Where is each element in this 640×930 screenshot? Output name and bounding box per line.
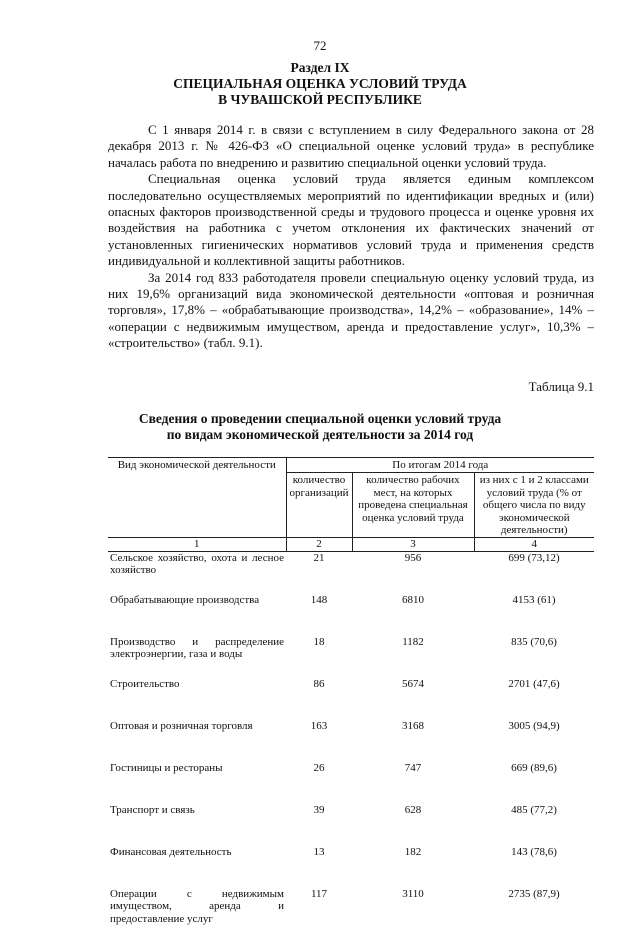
stats-table [108,457,594,930]
cell-workplaces: 628 [404,803,422,816]
cell-workplaces: 3168 [402,719,424,732]
table-row [108,846,594,888]
table-row [108,594,594,636]
header-workplaces: количество рабочих мест, на которых проведена специальная оценка условий труда [352,473,474,538]
cell-orgs: 18 [313,635,325,648]
cell-activity: Финансовая деятельность [110,845,232,858]
section-title-line2: В ЧУВАШСКОЙ РЕСПУБЛИКЕ [218,92,422,107]
cell-orgs: 13 [313,845,325,858]
table-title-line1: Сведения о проведении специальной оценки условий труда [138,411,502,426]
column-number: 1 [108,538,286,551]
cell-orgs: 117 [310,887,328,900]
cell-class12: 2735 (87,9) [508,887,560,900]
cell-class12: 143 (78,6) [511,845,557,858]
header-class12: из них с 1 и 2 классами условий труда (% от общего числа по виду экономической деятельности) [479,474,589,537]
cell-workplaces: 3110 [402,887,424,900]
column-number: 2 [286,538,352,551]
paragraph: За 2014 год 833 работодателя провели специальную оценку условий труда, из них 19,6% организаций вида экономической деятельности «оптовая и розничная торговля», 17,8% – «обрабатывающие производства», 14,2% – «образование», 14% – «операции с недвижимым имуществом, аренда и предоставление услуг», 10,3% – «строительство» (табл. 9.1). [108,269,594,351]
cell-orgs: 148 [310,593,328,606]
cell-class12: 4153 (61) [512,593,556,606]
cell-activity: Оптовая и розничная торговля [110,719,253,732]
cell-activity: Обрабатывающие производства [110,593,260,606]
cell-activity: Транспорт и связь [110,803,195,816]
column-number-row [108,538,594,551]
header-activity: Вид экономической деятельности [108,458,286,538]
cell-activity: Строительство [110,677,180,690]
cell-class12: 485 (77,2) [511,803,557,816]
cell-activity: Операции с недвижимым имуществом, аренда и предоставление услуг [110,887,284,925]
table-label: Таблица 9.1 [528,379,594,394]
cell-class12: 2701 (47,6) [508,677,560,690]
cell-workplaces: 1182 [402,635,424,648]
cell-class12: 3005 (94,9) [508,719,560,732]
cell-class12: 669 (89,6) [511,761,557,774]
column-number: 3 [352,538,474,551]
table-row [108,720,594,762]
cell-workplaces: 956 [404,551,422,564]
table-row [108,888,594,930]
table-row [108,678,594,720]
page-number: 72 [313,38,327,53]
cell-workplaces: 747 [404,761,422,774]
cell-orgs: 86 [313,677,325,690]
cell-activity: Гостиницы и рестораны [110,761,223,774]
table-row [108,551,594,594]
table-title [0,411,640,443]
cell-orgs: 39 [313,803,325,816]
cell-class12: 835 (70,6) [511,635,557,648]
table-row [108,762,594,804]
cell-activity: Производство и распределение электроэнергии, газа и воды [110,635,284,661]
header-orgs: количество организаций [286,473,352,538]
cell-workplaces: 182 [404,845,422,858]
section-heading [0,60,640,108]
header-group: По итогам 2014 года [286,458,594,473]
cell-class12: 699 (73,12) [508,551,560,564]
table-title-line2: по видам экономической деятельности за 2014 год [166,427,474,442]
table-row [108,636,594,678]
cell-orgs: 163 [310,719,328,732]
cell-activity: Сельское хозяйство, охота и лесное хозяйство [110,551,284,577]
section-title-line1: СПЕЦИАЛЬНАЯ ОЦЕНКА УСЛОВИЙ ТРУДА [173,76,467,91]
paragraph: С 1 января 2014 г. в связи с вступлением в силу Федерального закона от 28 декабря 2013 г. № 426-ФЗ «О специальной оценке условий труда» в республике началась работа по внедрению и развитию специальной оценки условий труда. [108,122,594,170]
column-number: 4 [474,538,594,551]
cell-orgs: 21 [313,551,325,564]
cell-workplaces: 6810 [402,593,424,606]
table-row [108,804,594,846]
body-text [108,122,594,352]
cell-workplaces: 5674 [402,677,424,690]
paragraph: Специальная оценка условий труда является единым комплексом последовательно осуществляемых мероприятий по идентификации вредных и (или) опасных факторов производственной среды и трудового процесса и оценке уровня их воздействия на работника с учетом отклонения их фактических значений от установленных гигиенических нормативов условий труда и применения средств индивидуальной и коллективной защиты работников. [108,171,594,269]
cell-orgs: 26 [313,761,325,774]
section-label: Раздел IX [290,60,350,75]
